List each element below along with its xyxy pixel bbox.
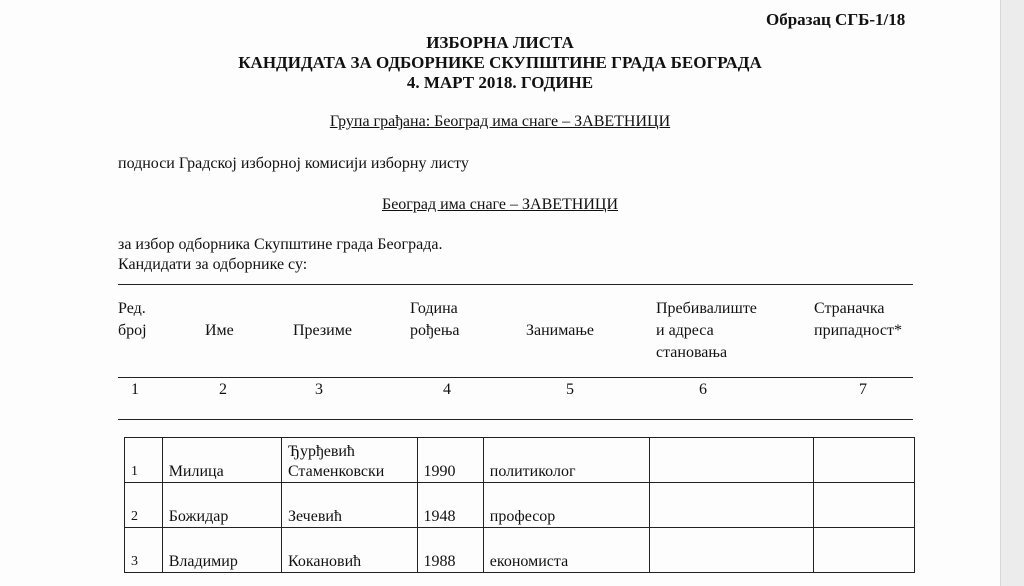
last-name: Кокановић — [281, 528, 417, 573]
occupation: политиколог — [483, 438, 649, 483]
row-number: 1 — [125, 438, 163, 483]
title-line-3: 4. МАРТ 2018. ГОДИНЕ — [406, 73, 594, 92]
column-number-7: 7 — [859, 381, 867, 398]
column-number-5: 5 — [566, 381, 574, 398]
column-number-4: 4 — [443, 381, 451, 398]
submits-text: подноси Градској изборној комисији изборну листу — [118, 155, 469, 172]
column-number-6: 6 — [699, 381, 707, 398]
header-rule-middle — [118, 377, 913, 378]
submitter-name: Група грађана: Београд има снаге – ЗАВЕТНИЦИ — [329, 113, 671, 130]
column-number-1: 1 — [131, 381, 139, 398]
last-name: Ђурђевић Стаменковски — [281, 438, 417, 483]
column-header-birth-year: Година рођења — [410, 300, 460, 339]
title-line-2: КАНДИДАТА ЗА ОДБОРНИКЕ СКУПШТИНЕ ГРАДА БЕОГРАДА — [238, 53, 762, 72]
residence — [649, 528, 813, 573]
header-rule-bottom — [118, 419, 913, 420]
occupation: професор — [483, 483, 649, 528]
candidates-table — [124, 437, 915, 573]
column-header-residence: Пребивалиште и адреса становања — [656, 300, 757, 361]
column-header-last-name: Презиме — [293, 322, 352, 339]
residence — [649, 483, 813, 528]
list-name-line — [0, 196, 1000, 214]
last-name: Зечевић — [281, 483, 417, 528]
list-name: Београд има снаге – ЗАВЕТНИЦИ — [382, 196, 618, 213]
row-number: 2 — [125, 483, 163, 528]
birth-year: 1990 — [417, 438, 483, 483]
party — [814, 483, 915, 528]
purpose-text: за избор одборника Скупштине града Београда. — [118, 236, 443, 253]
party — [814, 438, 915, 483]
first-name: Милица — [162, 438, 281, 483]
table-row — [125, 438, 915, 483]
form-code: Образац СГБ-1/18 — [766, 10, 906, 29]
column-header-number: Ред. број — [118, 300, 147, 339]
first-name: Владимир — [162, 528, 281, 573]
column-number-2: 2 — [219, 381, 227, 398]
column-header-party: Страначка припадност* — [814, 300, 902, 339]
table-row — [125, 528, 915, 573]
viewer-edge — [1000, 0, 1024, 586]
candidates-intro: Кандидати за одборнике су: — [118, 256, 308, 273]
residence — [649, 438, 813, 483]
submitter-line — [0, 113, 1000, 131]
header-rule-top — [118, 284, 913, 285]
birth-year: 1988 — [417, 528, 483, 573]
first-name: Божидар — [162, 483, 281, 528]
row-number: 3 — [125, 528, 163, 573]
table-row — [125, 483, 915, 528]
title-line-1: ИЗБОРНА ЛИСТА — [426, 33, 574, 52]
column-number-3: 3 — [315, 381, 323, 398]
occupation: економиста — [483, 528, 649, 573]
birth-year: 1948 — [417, 483, 483, 528]
column-header-occupation: Занимање — [526, 322, 595, 339]
column-header-first-name: Име — [205, 322, 234, 339]
party — [814, 528, 915, 573]
